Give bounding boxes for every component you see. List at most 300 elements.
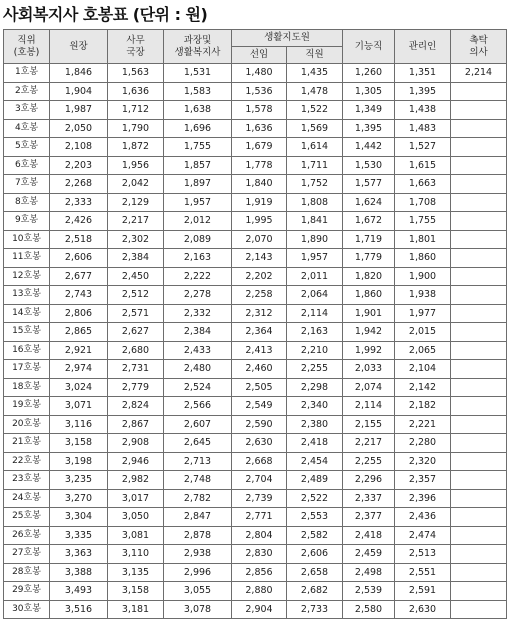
table-row [4, 545, 507, 564]
salary-cell: 2,553 [287, 508, 343, 527]
salary-cell: 2,522 [287, 489, 343, 508]
salary-cell [451, 434, 507, 453]
salary-cell: 3,110 [108, 545, 164, 564]
salary-cell [451, 286, 507, 305]
salary-cell [451, 267, 507, 286]
header-office-line2: 국장 [126, 46, 145, 58]
salary-cell [451, 156, 507, 175]
salary-cell: 1,919 [232, 193, 287, 212]
salary-cell: 1,614 [287, 138, 343, 157]
salary-cell: 1,956 [108, 156, 164, 175]
salary-cell: 2,549 [232, 397, 287, 416]
salary-cell: 2,320 [395, 452, 451, 471]
table-row [4, 323, 507, 342]
salary-cell: 2,880 [232, 582, 287, 601]
salary-cell: 1,527 [395, 138, 451, 157]
salary-cell: 1,872 [108, 138, 164, 157]
salary-cell: 1,711 [287, 156, 343, 175]
salary-cell: 2,804 [232, 526, 287, 545]
salary-cell: 2,489 [287, 471, 343, 490]
salary-cell: 1,942 [343, 323, 395, 342]
salary-cell: 3,363 [50, 545, 108, 564]
salary-cell: 1,938 [395, 286, 451, 305]
salary-cell: 2,340 [287, 397, 343, 416]
salary-cell: 2,782 [164, 489, 232, 508]
salary-cell: 3,158 [50, 434, 108, 453]
header-section-line1: 과장및 [183, 34, 212, 46]
row-step-label: 30호봉 [4, 600, 50, 619]
salary-cell: 2,847 [164, 508, 232, 527]
salary-cell: 3,017 [108, 489, 164, 508]
salary-cell: 2,065 [395, 341, 451, 360]
salary-cell: 1,860 [395, 249, 451, 268]
salary-cell: 2,677 [50, 267, 108, 286]
table-row [4, 82, 507, 101]
table-row [4, 360, 507, 379]
salary-cell: 3,078 [164, 600, 232, 619]
salary-cell [451, 304, 507, 323]
salary-cell: 2,114 [343, 397, 395, 416]
row-step-label: 12호봉 [4, 267, 50, 286]
row-step-label: 16호봉 [4, 341, 50, 360]
header-caretaker: 관리인 [395, 30, 451, 64]
salary-cell: 1,752 [287, 175, 343, 194]
row-step-label: 6호봉 [4, 156, 50, 175]
salary-cell: 2,302 [108, 230, 164, 249]
salary-cell: 2,380 [287, 415, 343, 434]
header-section-line2: 생활복지사 [174, 46, 221, 58]
salary-cell: 2,155 [343, 415, 395, 434]
salary-cell: 1,857 [164, 156, 232, 175]
salary-cell: 1,438 [395, 101, 451, 120]
table-row [4, 304, 507, 323]
row-step-label: 20호봉 [4, 415, 50, 434]
salary-cell [451, 600, 507, 619]
salary-cell: 1,530 [343, 156, 395, 175]
salary-cell: 1,349 [343, 101, 395, 120]
salary-cell: 2,222 [164, 267, 232, 286]
salary-cell: 2,682 [287, 582, 343, 601]
salary-cell: 1,801 [395, 230, 451, 249]
document-title: 사회복지사 호봉표 (단위 : 원) [3, 5, 208, 24]
salary-cell: 1,578 [232, 101, 287, 120]
salary-cell: 2,312 [232, 304, 287, 323]
row-step-label: 23호봉 [4, 471, 50, 490]
salary-cell: 2,214 [451, 64, 507, 83]
table-row [4, 600, 507, 619]
header-section-chief [164, 30, 232, 64]
salary-cell: 2,280 [395, 434, 451, 453]
salary-cell: 2,474 [395, 526, 451, 545]
salary-cell: 2,129 [108, 193, 164, 212]
salary-cell: 2,743 [50, 286, 108, 305]
salary-cell: 3,055 [164, 582, 232, 601]
salary-cell: 2,454 [287, 452, 343, 471]
salary-cell: 1,708 [395, 193, 451, 212]
salary-cell [451, 193, 507, 212]
table-row [4, 119, 507, 138]
salary-cell: 2,296 [343, 471, 395, 490]
salary-cell: 2,163 [164, 249, 232, 268]
salary-cell: 2,739 [232, 489, 287, 508]
salary-cell: 2,713 [164, 452, 232, 471]
salary-cell: 2,104 [395, 360, 451, 379]
salary-cell: 2,418 [287, 434, 343, 453]
row-step-label: 9호봉 [4, 212, 50, 231]
salary-cell: 1,790 [108, 119, 164, 138]
salary-cell: 2,668 [232, 452, 287, 471]
salary-cell: 2,704 [232, 471, 287, 490]
salary-cell: 1,442 [343, 138, 395, 157]
salary-cell: 2,070 [232, 230, 287, 249]
salary-cell [451, 323, 507, 342]
salary-cell: 2,551 [395, 563, 451, 582]
salary-cell: 2,202 [232, 267, 287, 286]
table-body [4, 64, 507, 619]
salary-cell: 1,435 [287, 64, 343, 83]
salary-cell: 2,856 [232, 563, 287, 582]
row-step-label: 8호봉 [4, 193, 50, 212]
salary-cell: 1,395 [343, 119, 395, 138]
table-row [4, 212, 507, 231]
salary-cell: 2,384 [164, 323, 232, 342]
salary-cell: 2,513 [395, 545, 451, 564]
salary-cell: 1,987 [50, 101, 108, 120]
salary-cell: 2,824 [108, 397, 164, 416]
salary-cell: 2,436 [395, 508, 451, 527]
salary-cell: 3,270 [50, 489, 108, 508]
salary-cell: 1,395 [395, 82, 451, 101]
table-row [4, 267, 507, 286]
salary-cell: 2,364 [232, 323, 287, 342]
salary-cell: 1,483 [395, 119, 451, 138]
salary-cell: 2,210 [287, 341, 343, 360]
salary-cell: 1,638 [164, 101, 232, 120]
salary-cell [451, 397, 507, 416]
salary-cell: 2,064 [287, 286, 343, 305]
salary-cell: 2,418 [343, 526, 395, 545]
salary-cell: 2,867 [108, 415, 164, 434]
salary-cell: 2,539 [343, 582, 395, 601]
row-step-label: 22호봉 [4, 452, 50, 471]
salary-cell: 1,636 [232, 119, 287, 138]
salary-cell: 1,478 [287, 82, 343, 101]
salary-cell: 2,011 [287, 267, 343, 286]
salary-cell: 2,298 [287, 378, 343, 397]
salary-cell: 2,357 [395, 471, 451, 490]
salary-cell: 2,015 [395, 323, 451, 342]
salary-cell: 2,606 [287, 545, 343, 564]
salary-cell: 3,135 [108, 563, 164, 582]
salary-cell: 2,996 [164, 563, 232, 582]
salary-cell: 2,217 [343, 434, 395, 453]
salary-cell [451, 249, 507, 268]
row-step-label: 18호봉 [4, 378, 50, 397]
table-row [4, 193, 507, 212]
salary-cell: 1,563 [108, 64, 164, 83]
salary-cell: 1,696 [164, 119, 232, 138]
salary-cell: 3,493 [50, 582, 108, 601]
salary-cell [451, 360, 507, 379]
table-row [4, 471, 507, 490]
salary-cell: 1,719 [343, 230, 395, 249]
header-technician: 기능직 [343, 30, 395, 64]
salary-cell: 2,733 [287, 600, 343, 619]
salary-cell [451, 212, 507, 231]
table-row [4, 101, 507, 120]
salary-cell: 3,198 [50, 452, 108, 471]
salary-cell: 2,630 [232, 434, 287, 453]
header-doctor-line1: 촉탁 [469, 34, 488, 46]
salary-cell: 1,995 [232, 212, 287, 231]
salary-cell: 2,268 [50, 175, 108, 194]
row-step-label: 4호봉 [4, 119, 50, 138]
salary-cell: 1,977 [395, 304, 451, 323]
table-row [4, 378, 507, 397]
salary-cell: 2,580 [343, 600, 395, 619]
salary-cell: 2,377 [343, 508, 395, 527]
salary-cell: 2,731 [108, 360, 164, 379]
salary-cell: 2,590 [232, 415, 287, 434]
salary-cell: 2,337 [343, 489, 395, 508]
salary-cell: 3,050 [108, 508, 164, 527]
salary-cell: 1,351 [395, 64, 451, 83]
salary-cell [451, 415, 507, 434]
salary-cell: 2,203 [50, 156, 108, 175]
salary-cell: 2,908 [108, 434, 164, 453]
salary-cell: 1,615 [395, 156, 451, 175]
salary-cell: 2,518 [50, 230, 108, 249]
salary-cell: 1,569 [287, 119, 343, 138]
table-row [4, 415, 507, 434]
table-row [4, 138, 507, 157]
salary-cell: 1,531 [164, 64, 232, 83]
salary-cell: 2,450 [108, 267, 164, 286]
salary-cell: 2,938 [164, 545, 232, 564]
row-step-label: 15호봉 [4, 323, 50, 342]
header-rank [4, 30, 50, 64]
header-staff: 직원 [287, 47, 343, 64]
salary-cell: 2,830 [232, 545, 287, 564]
salary-cell: 1,480 [232, 64, 287, 83]
salary-cell: 2,904 [232, 600, 287, 619]
table-row [4, 489, 507, 508]
salary-cell: 2,143 [232, 249, 287, 268]
salary-cell [451, 471, 507, 490]
salary-cell: 1,840 [232, 175, 287, 194]
salary-cell: 1,890 [287, 230, 343, 249]
salary-cell [451, 582, 507, 601]
salary-cell: 2,459 [343, 545, 395, 564]
row-step-label: 26호봉 [4, 526, 50, 545]
salary-cell: 2,255 [343, 452, 395, 471]
salary-cell: 2,460 [232, 360, 287, 379]
salary-cell: 2,333 [50, 193, 108, 212]
salary-cell: 2,221 [395, 415, 451, 434]
table-row [4, 64, 507, 83]
salary-cell: 2,566 [164, 397, 232, 416]
salary-cell: 1,636 [108, 82, 164, 101]
salary-cell: 2,512 [108, 286, 164, 305]
salary-cell: 1,712 [108, 101, 164, 120]
salary-cell: 2,480 [164, 360, 232, 379]
salary-cell: 2,571 [108, 304, 164, 323]
table-row [4, 508, 507, 527]
row-step-label: 5호봉 [4, 138, 50, 157]
salary-cell: 2,033 [343, 360, 395, 379]
table-row [4, 175, 507, 194]
salary-cell [451, 508, 507, 527]
salary-cell: 2,524 [164, 378, 232, 397]
salary-cell: 2,974 [50, 360, 108, 379]
header-director: 원장 [50, 30, 108, 64]
table-row [4, 434, 507, 453]
salary-cell: 3,158 [108, 582, 164, 601]
salary-cell: 3,024 [50, 378, 108, 397]
table-row [4, 526, 507, 545]
row-step-label: 21호봉 [4, 434, 50, 453]
salary-cell [451, 489, 507, 508]
salary-cell: 2,946 [108, 452, 164, 471]
header-rank-line2: (호봉) [13, 46, 40, 58]
row-step-label: 11호봉 [4, 249, 50, 268]
salary-cell: 2,606 [50, 249, 108, 268]
salary-cell [451, 175, 507, 194]
salary-cell: 2,384 [108, 249, 164, 268]
salary-cell: 2,042 [108, 175, 164, 194]
salary-cell: 1,679 [232, 138, 287, 157]
salary-cell: 2,433 [164, 341, 232, 360]
salary-cell: 2,878 [164, 526, 232, 545]
salary-cell: 2,396 [395, 489, 451, 508]
salary-cell: 1,900 [395, 267, 451, 286]
header-senior: 선임 [232, 47, 287, 64]
salary-cell [451, 138, 507, 157]
salary-cell: 3,071 [50, 397, 108, 416]
header-office-line1: 사무 [126, 34, 145, 46]
salary-cell: 2,089 [164, 230, 232, 249]
row-step-label: 25호봉 [4, 508, 50, 527]
row-step-label: 2호봉 [4, 82, 50, 101]
salary-cell: 2,182 [395, 397, 451, 416]
row-step-label: 3호봉 [4, 101, 50, 120]
salary-cell: 1,536 [232, 82, 287, 101]
header-office-director [108, 30, 164, 64]
salary-cell: 1,860 [343, 286, 395, 305]
salary-cell: 1,663 [395, 175, 451, 194]
salary-cell: 1,583 [164, 82, 232, 101]
salary-cell: 2,278 [164, 286, 232, 305]
salary-cell: 2,607 [164, 415, 232, 434]
table-row [4, 563, 507, 582]
salary-cell [451, 545, 507, 564]
table-row [4, 286, 507, 305]
salary-cell: 2,050 [50, 119, 108, 138]
salary-cell: 1,904 [50, 82, 108, 101]
salary-cell: 2,865 [50, 323, 108, 342]
row-step-label: 24호봉 [4, 489, 50, 508]
table-row [4, 249, 507, 268]
salary-cell: 3,081 [108, 526, 164, 545]
salary-cell: 3,516 [50, 600, 108, 619]
row-step-label: 29호봉 [4, 582, 50, 601]
salary-cell: 3,235 [50, 471, 108, 490]
salary-cell: 2,645 [164, 434, 232, 453]
salary-cell: 1,957 [287, 249, 343, 268]
salary-cell: 1,624 [343, 193, 395, 212]
row-step-label: 13호봉 [4, 286, 50, 305]
salary-cell: 2,332 [164, 304, 232, 323]
salary-cell: 2,217 [108, 212, 164, 231]
salary-cell: 1,305 [343, 82, 395, 101]
salary-cell [451, 452, 507, 471]
salary-cell: 1,957 [164, 193, 232, 212]
salary-cell [451, 82, 507, 101]
row-step-label: 7호봉 [4, 175, 50, 194]
salary-cell: 1,897 [164, 175, 232, 194]
salary-cell: 2,012 [164, 212, 232, 231]
salary-cell: 1,522 [287, 101, 343, 120]
salary-cell: 2,591 [395, 582, 451, 601]
salary-cell: 3,335 [50, 526, 108, 545]
salary-cell: 2,680 [108, 341, 164, 360]
salary-cell [451, 378, 507, 397]
salary-cell: 2,255 [287, 360, 343, 379]
salary-cell: 1,755 [164, 138, 232, 157]
table-row [4, 452, 507, 471]
table-header [4, 30, 507, 64]
salary-cell: 2,771 [232, 508, 287, 527]
table-row [4, 341, 507, 360]
salary-cell: 1,577 [343, 175, 395, 194]
salary-cell: 3,388 [50, 563, 108, 582]
salary-cell: 2,658 [287, 563, 343, 582]
salary-cell: 3,181 [108, 600, 164, 619]
header-rank-line1: 직위 [17, 34, 36, 46]
salary-cell: 2,258 [232, 286, 287, 305]
salary-cell: 2,505 [232, 378, 287, 397]
row-step-label: 27호봉 [4, 545, 50, 564]
salary-cell: 2,426 [50, 212, 108, 231]
salary-cell: 2,498 [343, 563, 395, 582]
salary-step-table [3, 29, 507, 619]
row-step-label: 14호봉 [4, 304, 50, 323]
salary-cell: 2,582 [287, 526, 343, 545]
salary-cell: 2,074 [343, 378, 395, 397]
salary-cell: 1,820 [343, 267, 395, 286]
salary-cell: 1,755 [395, 212, 451, 231]
salary-cell: 1,841 [287, 212, 343, 231]
salary-cell: 2,413 [232, 341, 287, 360]
salary-cell: 3,116 [50, 415, 108, 434]
salary-cell: 2,142 [395, 378, 451, 397]
salary-cell: 1,778 [232, 156, 287, 175]
salary-cell: 1,846 [50, 64, 108, 83]
salary-cell: 2,627 [108, 323, 164, 342]
salary-cell: 2,921 [50, 341, 108, 360]
salary-cell: 2,114 [287, 304, 343, 323]
salary-cell: 2,806 [50, 304, 108, 323]
salary-cell: 2,748 [164, 471, 232, 490]
table-row [4, 582, 507, 601]
row-step-label: 19호봉 [4, 397, 50, 416]
salary-cell: 1,992 [343, 341, 395, 360]
row-step-label: 10호봉 [4, 230, 50, 249]
table-row [4, 230, 507, 249]
salary-cell: 1,808 [287, 193, 343, 212]
salary-cell: 2,779 [108, 378, 164, 397]
salary-cell: 2,163 [287, 323, 343, 342]
